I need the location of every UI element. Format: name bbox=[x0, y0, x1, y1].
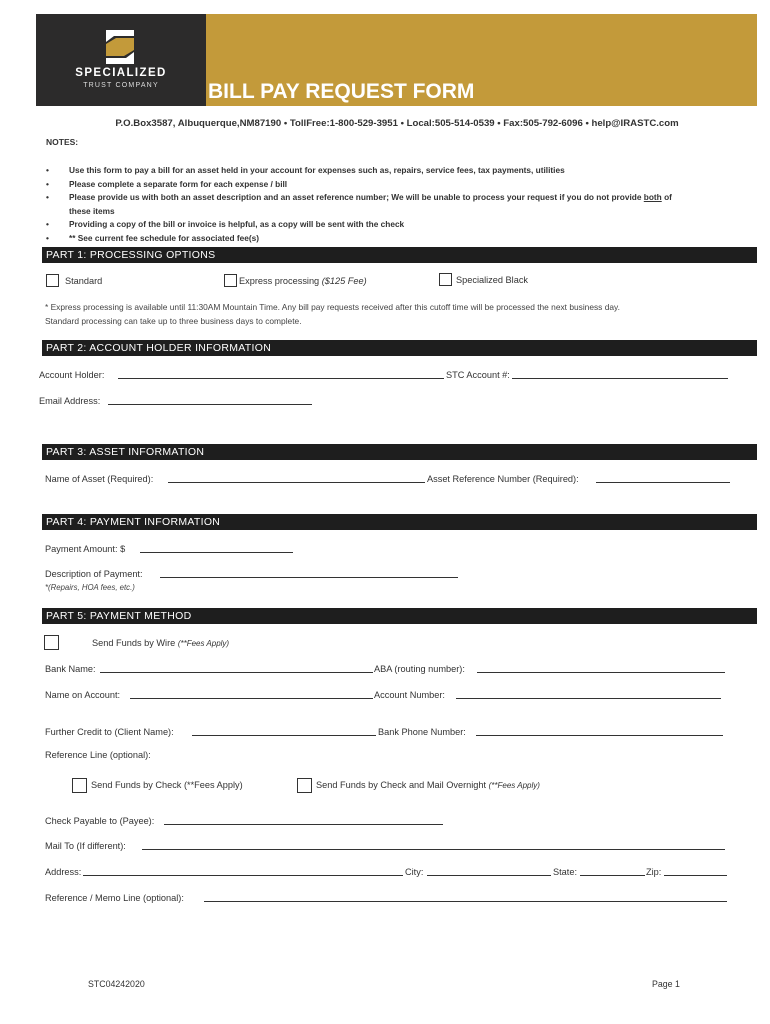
section-payment-method: PART 5: PAYMENT METHOD bbox=[42, 608, 757, 624]
section-payment-info: PART 4: PAYMENT INFORMATION bbox=[42, 514, 757, 530]
bank-phone-field[interactable] bbox=[476, 735, 723, 736]
asset-name-label: Name of Asset (Required): bbox=[45, 474, 154, 484]
zip-label: Zip: bbox=[646, 867, 662, 877]
company-address: P.O.Box3587, Albuquerque,NM87190 • TollFree:1-800-529-3951 • Local:505-514-0539 • Fax:505-792-6096 • help@IRASTC.com bbox=[115, 118, 679, 129]
memo-label: Reference / Memo Line (optional): bbox=[45, 893, 184, 903]
account-holder-label: Account Holder: bbox=[39, 370, 105, 380]
stc-account-label: STC Account #: bbox=[446, 370, 510, 380]
check-overnight-checkbox[interactable] bbox=[297, 778, 312, 793]
aba-field[interactable] bbox=[477, 672, 725, 673]
payable-to-label: Check Payable to (Payee): bbox=[45, 816, 155, 826]
account-number-label: Account Number: bbox=[374, 690, 445, 700]
standard-label: Standard bbox=[65, 276, 103, 286]
name-on-account-field[interactable] bbox=[130, 698, 373, 699]
payment-description-hint: *(Repairs, HOA fees, etc.) bbox=[45, 583, 135, 592]
express-checkbox[interactable] bbox=[224, 274, 237, 287]
state-field[interactable] bbox=[580, 875, 645, 876]
memo-field[interactable] bbox=[204, 901, 727, 902]
email-field[interactable] bbox=[108, 404, 312, 405]
bank-name-field[interactable] bbox=[100, 672, 373, 673]
reference-line-label: Reference Line (optional): bbox=[45, 750, 151, 760]
stc-account-field[interactable] bbox=[512, 378, 728, 379]
specialized-black-checkbox[interactable] bbox=[439, 273, 452, 286]
payable-to-field[interactable] bbox=[164, 824, 443, 825]
underlined-both: both bbox=[643, 192, 662, 203]
brand-subtitle: TRUST COMPANY bbox=[83, 82, 159, 89]
note-item: • Please provide us with both an asset description and an asset reference number; We will be unable to process your request if you do not provide both of these items bbox=[46, 191, 736, 218]
name-on-account-label: Name on Account: bbox=[45, 690, 121, 700]
mail-to-field[interactable] bbox=[142, 849, 725, 850]
city-field[interactable] bbox=[427, 875, 551, 876]
payment-description-field[interactable] bbox=[160, 577, 458, 578]
account-number-field[interactable] bbox=[456, 698, 721, 699]
check-label: Send Funds by Check (**Fees Apply) bbox=[91, 780, 243, 790]
wire-label: Send Funds by Wire (**Fees Apply) bbox=[92, 638, 230, 648]
bank-phone-label: Bank Phone Number: bbox=[378, 727, 466, 737]
section-account-holder: PART 2: ACCOUNT HOLDER INFORMATION bbox=[42, 340, 757, 356]
form-title: BILL PAY REQUEST FORM bbox=[208, 80, 475, 103]
check-overnight-label: Send Funds by Check and Mail Overnight (**Fees Apply) bbox=[316, 780, 540, 790]
payment-amount-label: Payment Amount: $ bbox=[45, 544, 126, 554]
payment-amount-field[interactable] bbox=[140, 552, 293, 553]
note-item: • Use this form to pay a bill for an asset held in your account for expenses such as, repairs, service fees, tax payments, utilities bbox=[46, 164, 736, 178]
specialized-black-label: Specialized Black bbox=[456, 275, 529, 285]
page-number: Page 1 bbox=[652, 979, 680, 989]
asset-ref-field[interactable] bbox=[596, 482, 730, 483]
notes-label: NOTES: bbox=[46, 137, 79, 147]
asset-ref-label: Asset Reference Number (Required): bbox=[427, 474, 579, 484]
note-item: • Please complete a separate form for each expense / bill bbox=[46, 178, 736, 192]
standard-note: Standard processing can take up to three business days to complete. bbox=[45, 316, 302, 326]
address-field[interactable] bbox=[83, 875, 403, 876]
form-code: STC04242020 bbox=[88, 979, 145, 989]
payment-description-label: Description of Payment: bbox=[45, 569, 143, 579]
notes-list bbox=[46, 164, 736, 246]
wire-checkbox[interactable] bbox=[44, 635, 59, 650]
aba-label: ABA (routing number): bbox=[374, 664, 465, 674]
asset-name-field[interactable] bbox=[168, 482, 425, 483]
email-label: Email Address: bbox=[39, 396, 101, 406]
mail-to-label: Mail To (If different): bbox=[45, 841, 126, 851]
further-credit-field[interactable] bbox=[192, 735, 376, 736]
section-asset-info: PART 3: ASSET INFORMATION bbox=[42, 444, 757, 460]
standard-checkbox[interactable] bbox=[46, 274, 59, 287]
bank-name-label: Bank Name: bbox=[45, 664, 96, 674]
further-credit-label: Further Credit to (Client Name): bbox=[45, 727, 174, 737]
note-item: • Providing a copy of the bill or invoice is helpful, as a copy will be sent with the check bbox=[46, 218, 736, 232]
note-item: • ** See current fee schedule for associated fee(s) bbox=[46, 232, 736, 246]
express-label: Express processing ($125 Fee) bbox=[239, 276, 367, 286]
express-note: * Express processing is available until 11:30AM Mountain Time. Any bill pay requests received after this cutoff time will be processed the next business day. bbox=[45, 302, 620, 312]
brand-name: SPECIALIZED bbox=[75, 67, 167, 79]
state-label: State: bbox=[553, 867, 578, 877]
company-logo-icon bbox=[104, 28, 136, 66]
address-label: Address: bbox=[45, 867, 82, 877]
check-checkbox[interactable] bbox=[72, 778, 87, 793]
zip-field[interactable] bbox=[664, 875, 727, 876]
section-processing-options: PART 1: PROCESSING OPTIONS bbox=[42, 247, 757, 263]
city-label: City: bbox=[405, 867, 424, 877]
account-holder-field[interactable] bbox=[118, 378, 444, 379]
